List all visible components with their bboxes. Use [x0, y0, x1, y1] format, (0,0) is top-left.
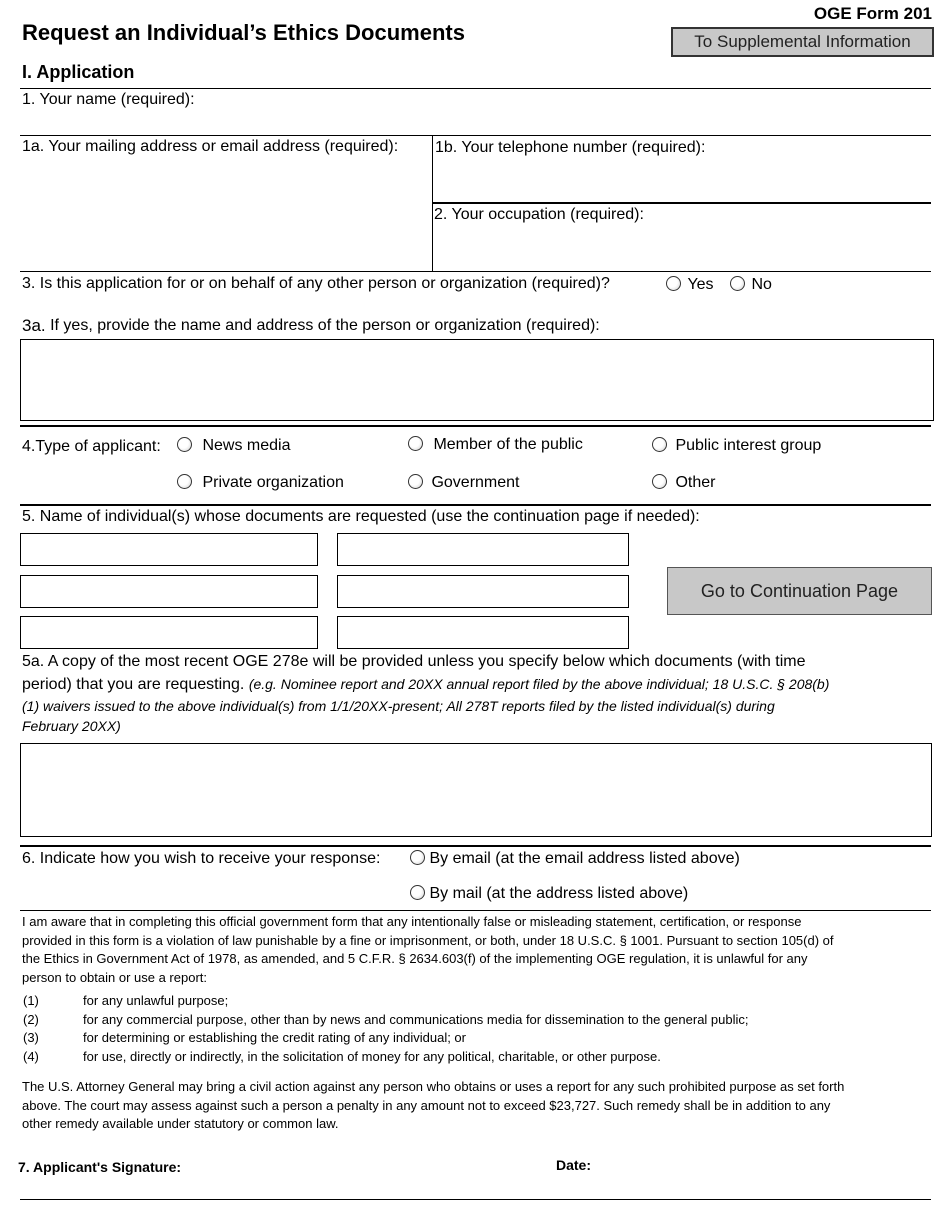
page-title: Request an Individual’s Ethics Documents: [22, 20, 465, 45]
list-item: for use, directly or indirectly, in the solicitation of money for any political, charitable, or other purpose.: [83, 1049, 661, 1064]
documents-example: (1) waivers issued to the above individual(s) from 1/1/20XX-present; All 278T reports filed by the listed individual(s) during: [22, 698, 775, 714]
remedy-line: above. The court may assess against such a person a penalty in any amount not to exceed $23,727. Such remedy shall be in addition to any: [22, 1097, 831, 1113]
documents-label-line1: 5a. A copy of the most recent OGE 278e will be provided unless you specify below which documents (with time: [22, 653, 806, 670]
divider: [20, 425, 931, 427]
email-delivery-label: By email (at the email address listed above): [429, 850, 740, 867]
continuation-page-button[interactable]: Go to Continuation Page: [667, 567, 932, 615]
individual-name-input[interactable]: [20, 575, 318, 608]
individual-name-input[interactable]: [20, 533, 318, 566]
news-media-label: News media: [202, 437, 291, 454]
signature-field[interactable]: [195, 1150, 535, 1190]
applicant-type-label: 4.Type of applicant:: [22, 438, 161, 455]
address-label: 1a. Your mailing address or email address (required):: [22, 138, 399, 155]
telephone-input[interactable]: [434, 160, 930, 200]
news-media-radio[interactable]: [177, 437, 192, 452]
organization-input[interactable]: [20, 339, 934, 421]
divider: [20, 135, 931, 136]
address-input[interactable]: [20, 160, 430, 268]
documents-example: (e.g. Nominee report and 20XX annual report filed by the above individual; 18 U.S.C. § 208(b): [248, 676, 830, 692]
remedy-line: other remedy available under statutory or common law.: [22, 1116, 339, 1131]
member-public-radio[interactable]: [408, 436, 423, 451]
mail-delivery-label: By mail (at the address listed above): [429, 885, 689, 902]
behalf-no-label: No: [751, 276, 772, 293]
individual-name-input[interactable]: [337, 575, 629, 608]
government-radio[interactable]: [408, 474, 423, 489]
documents-example: February 20XX): [22, 718, 121, 734]
q3a-label: If yes, provide the name and address of the person or organization (required):: [50, 317, 600, 334]
other-label: Other: [675, 474, 716, 491]
list-number: (2): [23, 1012, 39, 1027]
delivery-label: 6. Indicate how you wish to receive your response:: [22, 850, 381, 867]
public-interest-label: Public interest group: [675, 437, 822, 454]
form-id: OGE Form 201: [813, 4, 932, 23]
list-item: for any unlawful purpose;: [83, 993, 229, 1008]
signature-label: 7. Applicant's Signature:: [18, 1159, 182, 1175]
q3a-number: 3a.: [22, 316, 46, 335]
member-public-label: Member of the public: [433, 436, 583, 453]
notice-text: [22, 913, 834, 987]
documents-label-line2: period) that you are requesting.: [22, 676, 245, 693]
behalf-no-radio[interactable]: [730, 276, 745, 291]
divider: [20, 504, 931, 506]
list-item: for any commercial purpose, other than by news and communications media for dissemination to the general public;: [83, 1012, 749, 1027]
section-heading: I. Application: [22, 62, 135, 82]
name-label: 1. Your name (required):: [22, 91, 195, 108]
list-number: (4): [23, 1049, 39, 1064]
remedy-line: The U.S. Attorney General may bring a civil action against any person who obtains or uses a report for any such prohibited purpose as set forth: [22, 1079, 845, 1094]
notice-line: the Ethics in Government Act of 1978, as amended, and 5 C.F.R. § 2634.603(f) of the implementing OGE regulation, it is unlawful for any: [22, 951, 808, 966]
divider: [20, 271, 931, 272]
government-label: Government: [431, 474, 520, 491]
list-number: (3): [23, 1030, 39, 1045]
other-radio[interactable]: [652, 474, 667, 489]
date-field[interactable]: [600, 1150, 930, 1190]
private-organization-label: Private organization: [202, 474, 344, 491]
behalf-yes-radio[interactable]: [666, 276, 681, 291]
mail-delivery-radio[interactable]: [410, 885, 425, 900]
notice-line: I am aware that in completing this official government form that any intentionally false or misleading statement, certification, or response: [22, 914, 802, 929]
individual-name-input[interactable]: [337, 533, 629, 566]
individual-name-input[interactable]: [20, 616, 318, 649]
divider: [432, 202, 931, 204]
supplemental-info-button[interactable]: To Supplemental Information: [671, 27, 934, 57]
public-interest-radio[interactable]: [652, 437, 667, 452]
telephone-label: 1b. Your telephone number (required):: [435, 139, 706, 156]
individual-name-input[interactable]: [337, 616, 629, 649]
notice-line: person to obtain or use a report:: [22, 969, 208, 985]
remedy-text: [22, 1078, 844, 1134]
divider: [20, 88, 931, 89]
email-delivery-radio[interactable]: [410, 850, 425, 865]
list-number: (1): [23, 993, 39, 1008]
individuals-label: 5. Name of individual(s) whose documents are requested (use the continuation page if needed):: [22, 508, 700, 525]
notice-line: provided in this form is a violation of law punishable by a fine or imprisonment, or both, under 18 U.S.C. § 1001. Pursuant to section 105(d) of: [22, 932, 834, 948]
name-input[interactable]: [20, 110, 931, 134]
list-item: for determining or establishing the credit rating of any individual; or: [83, 1030, 466, 1045]
date-label: Date:: [556, 1157, 592, 1173]
private-organization-radio[interactable]: [177, 474, 192, 489]
occupation-label: 2. Your occupation (required):: [434, 206, 644, 223]
occupation-input[interactable]: [434, 228, 930, 268]
documents-input[interactable]: [20, 743, 932, 837]
behalf-yes-label: Yes: [687, 276, 714, 293]
divider: [20, 1199, 931, 1200]
divider: [20, 910, 931, 911]
divider: [20, 845, 931, 847]
prohibited-uses-list: [0, 992, 940, 1072]
behalf-question-label: 3. Is this application for or on behalf of any other person or organization (required)?: [22, 275, 610, 292]
